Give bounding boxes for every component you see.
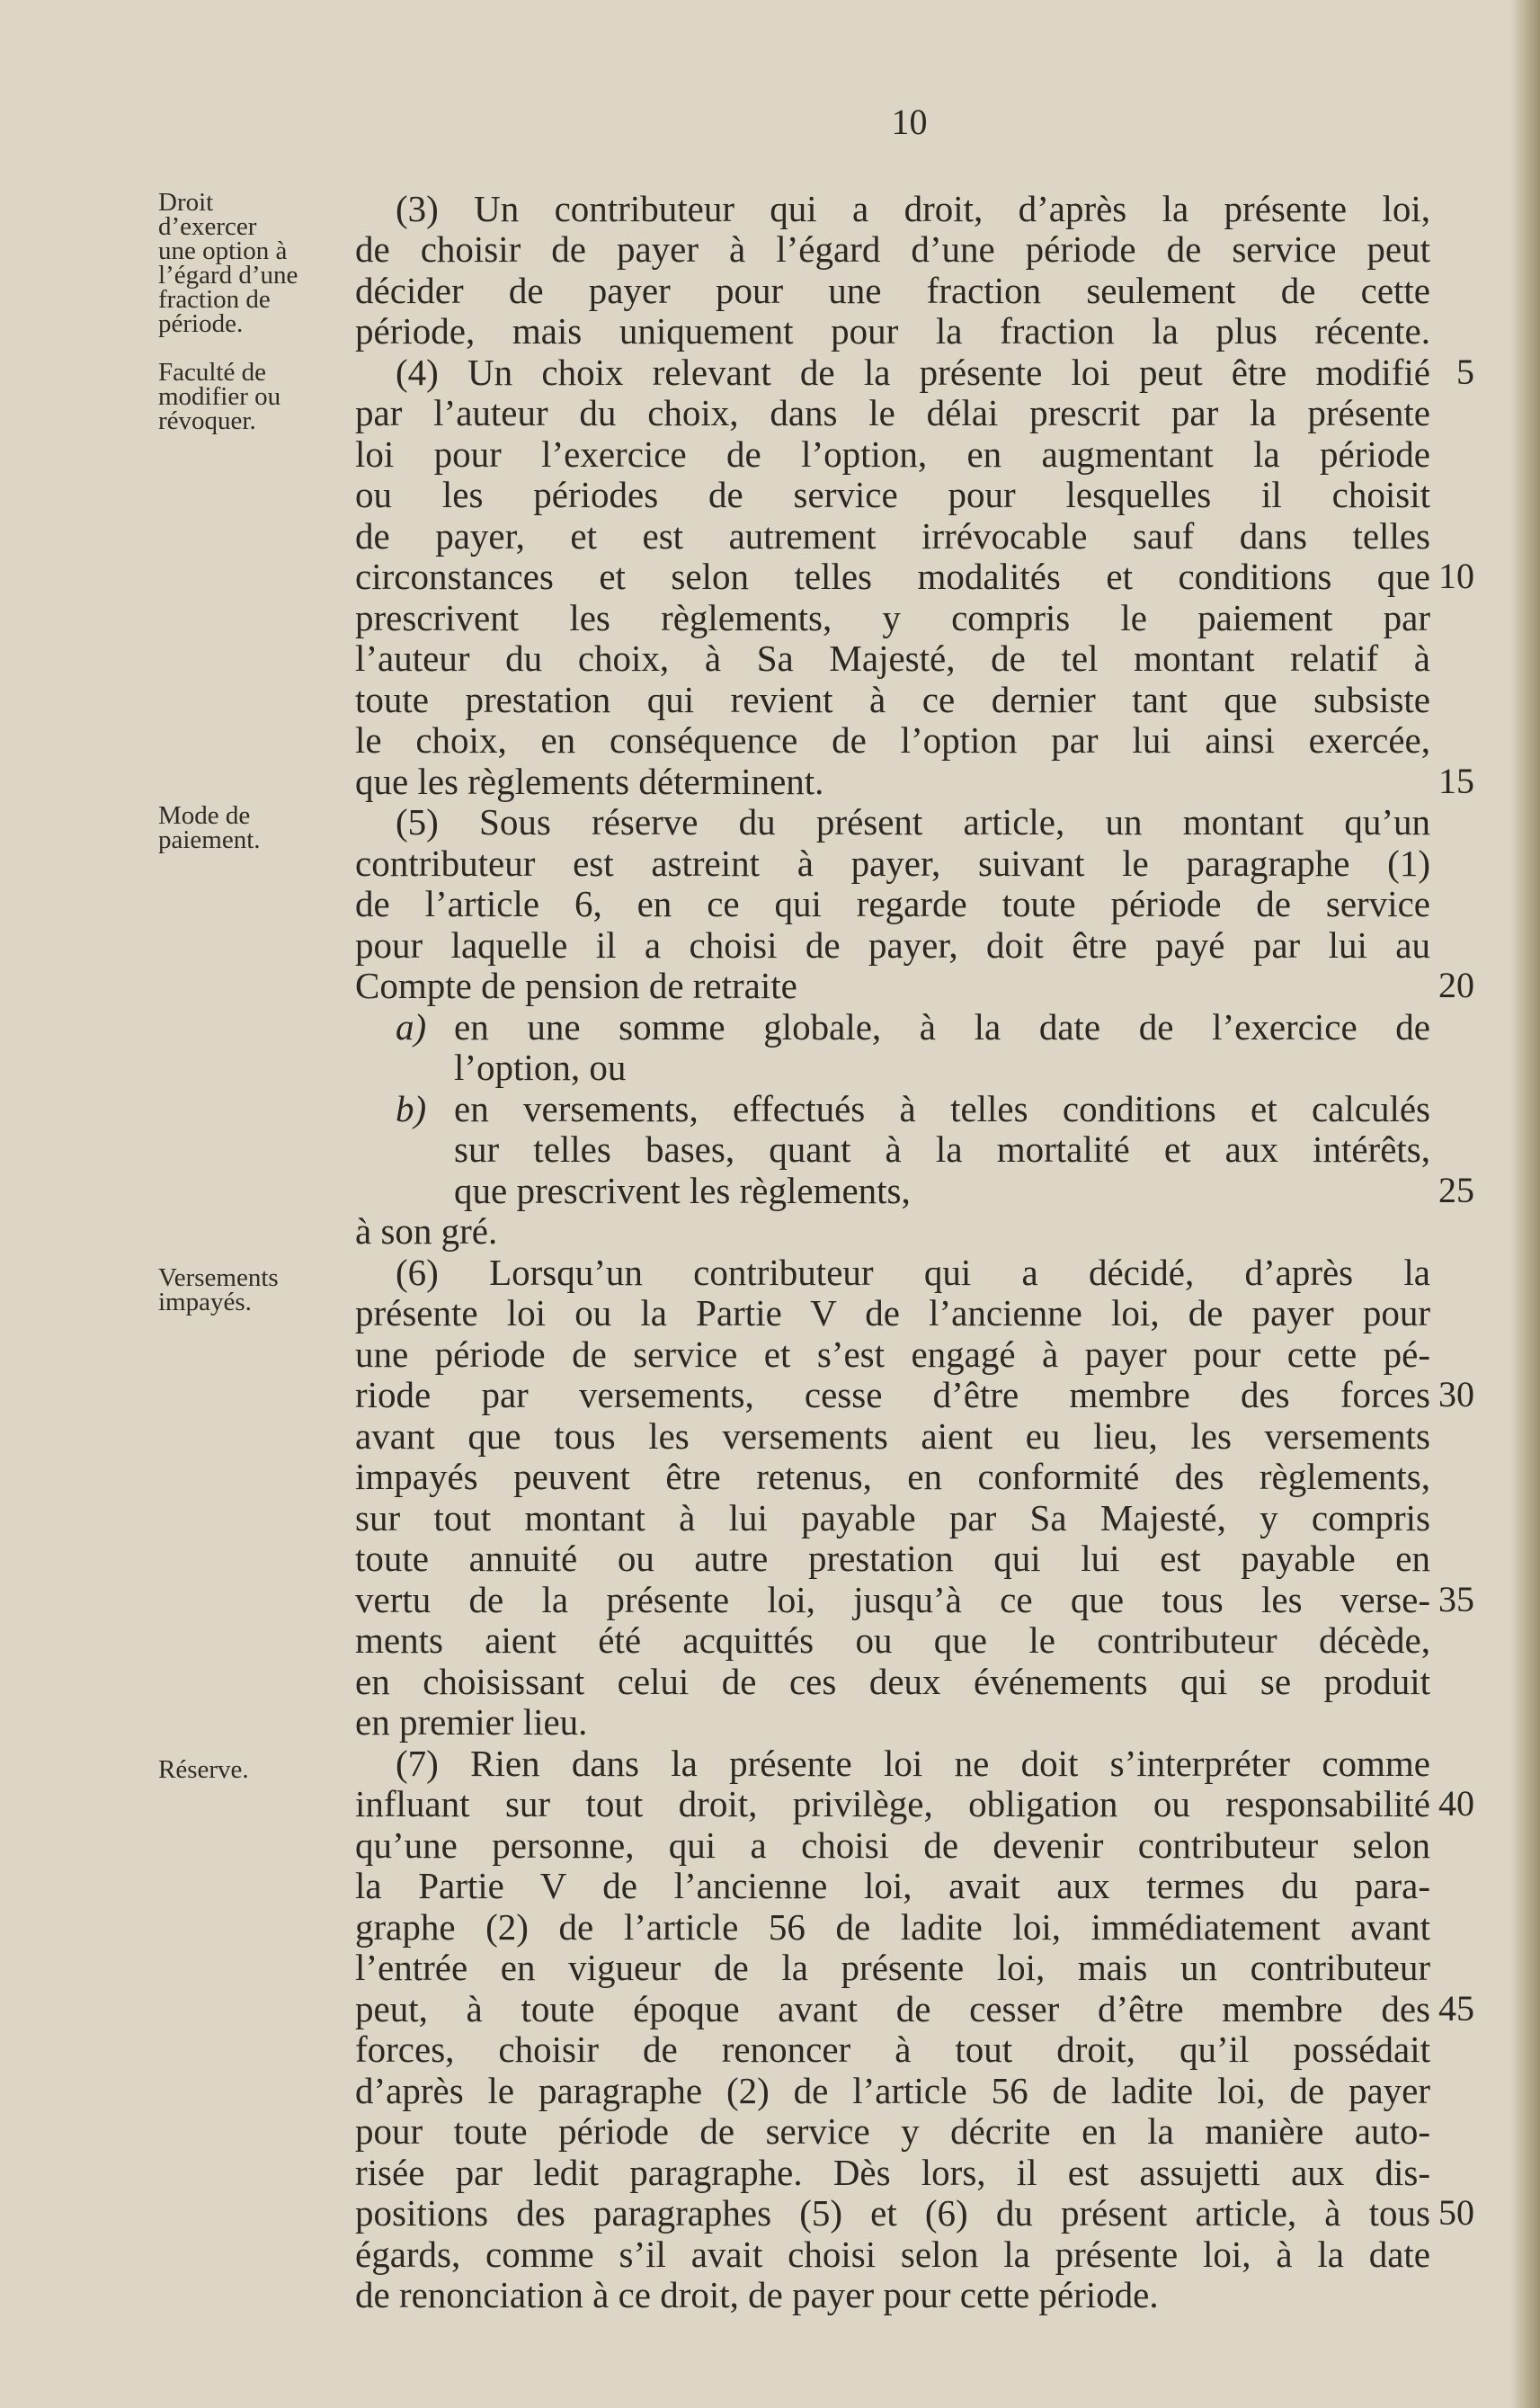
margin-note-versements <box>158 1263 358 1316</box>
margin-note-reserve <box>158 1755 358 1784</box>
margin-note-line: une option à <box>158 236 288 265</box>
margin-note-line: impayés. <box>158 1288 252 1316</box>
margin-note-line: paiement. <box>158 825 261 854</box>
enumerator-a: a) <box>396 1006 427 1048</box>
body-line: (4) Un choix relevant de la présente loi peut être modifié <box>396 352 1430 393</box>
body-line: présente loi ou la Partie V de l’ancienne loi, de payer pour <box>355 1292 1430 1333</box>
line-number: 5 <box>1456 352 1474 392</box>
body-line: toute annuité ou autre prestation qui lui est payable en <box>355 1538 1430 1579</box>
margin-note-line: Versements <box>158 1263 279 1292</box>
margin-note-line: d’exercer <box>158 212 257 241</box>
body-line: peut, à toute époque avant de cesser d’être membre des <box>355 1988 1430 2029</box>
body-line: avant que tous les versements aient eu lieu, les versements <box>355 1415 1430 1457</box>
margin-note-line: Réserve. <box>158 1755 249 1784</box>
body-line: ou les périodes de service pour lesquelles il choisit <box>355 474 1430 515</box>
body-line: Compte de pension de retraite <box>355 965 797 1006</box>
body-line: toute prestation qui revient à ce dernier tant que subsiste <box>355 679 1430 720</box>
body-line: à son gré. <box>355 1210 498 1252</box>
item-b-text: en versements, effectués à telles conditions et calculés <box>454 1088 1430 1129</box>
body-line: impayés peuvent être retenus, en conformité des règlements, <box>355 1456 1430 1497</box>
body-line: forces, choisir de renoncer à tout droit, qu’il possédait <box>355 2029 1430 2070</box>
body-line: (7) Rien dans la présente loi ne doit s’interpréter comme <box>396 1743 1430 1784</box>
line-number: 40 <box>1438 1783 1474 1824</box>
body-line: risée par ledit paragraphe. Dès lors, il est assujetti aux dis- <box>355 2152 1430 2193</box>
margin-note-droit <box>158 188 358 338</box>
body-line: circonstances et selon telles modalités et conditions que <box>355 556 1430 597</box>
body-line: que prescrivent les règlements, <box>454 1170 911 1211</box>
body-line: pour toute période de service y décrite en la manière auto- <box>355 2110 1430 2152</box>
margin-note-line: Faculté de <box>158 358 266 387</box>
margin-note-line: révoquer. <box>158 406 256 435</box>
body-line: en choisissant celui de ces deux événements qui se produit <box>355 1661 1430 1702</box>
line-number: 20 <box>1438 965 1474 1005</box>
body-line-item-a <box>355 1006 1430 1048</box>
margin-note-line: fraction de <box>158 285 271 314</box>
body-line: de renonciation à ce droit, de payer pour cette période. <box>355 2274 1159 2315</box>
body-line: (6) Lorsqu’un contributeur qui a décidé, d’après la <box>396 1252 1430 1293</box>
page-edge <box>1509 0 1540 2408</box>
body-line: sur tout montant à lui payable par Sa Majesté, y compris <box>355 1497 1430 1538</box>
body-line: égards, comme s’il avait choisi selon la présente loi, à la date <box>355 2234 1430 2275</box>
body-line: qu’une personne, qui a choisi de devenir contributeur selon <box>355 1824 1430 1866</box>
body-line: (5) Sous réserve du présent article, un montant qu’un <box>396 801 1430 843</box>
margin-note-line: Mode de <box>158 801 251 830</box>
body-line: ments aient été acquittés ou que le contributeur décède, <box>355 1619 1430 1661</box>
line-number: 35 <box>1438 1579 1474 1619</box>
line-number: 30 <box>1438 1374 1474 1414</box>
body-line: une période de service et s’est engagé à payer pour cette pé- <box>355 1333 1430 1375</box>
body-line: l’auteur du choix, à Sa Majesté, de tel montant relatif à <box>355 638 1430 679</box>
body-line: l’option, ou <box>454 1047 627 1088</box>
body-line: l’entrée en vigueur de la présente loi, mais un contributeur <box>355 1947 1430 1988</box>
body-line: (3) Un contributeur qui a droit, d’après la présente loi, <box>396 188 1430 229</box>
margin-note-line: modifier ou <box>158 382 281 411</box>
body-line: d’après le paragraphe (2) de l’article 56 de ladite loi, de payer <box>355 2070 1430 2111</box>
body-line: en premier lieu. <box>355 1701 588 1743</box>
body-line: graphe (2) de l’article 56 de ladite loi, immédiatement avant <box>355 1906 1430 1948</box>
body-line: par l’auteur du choix, dans le délai prescrit par la présente <box>355 392 1430 433</box>
body-line-item-b <box>355 1088 1430 1129</box>
line-number: 50 <box>1438 2192 1474 2233</box>
body-line: de choisir de payer à l’égard d’une période de service peut <box>355 228 1430 270</box>
margin-note-mode <box>158 801 358 854</box>
body-line: période, mais uniquement pour la fraction la plus récente. <box>355 310 1430 352</box>
body-line: de payer, et est autrement irrévocable sauf dans telles <box>355 515 1430 557</box>
body-line: la Partie V de l’ancienne loi, avait aux termes du para- <box>355 1865 1430 1906</box>
body-line: sur telles bases, quant à la mortalité et aux intérêts, <box>454 1128 1430 1170</box>
line-number: 45 <box>1438 1988 1474 2029</box>
body-line: de l’article 6, en ce qui regarde toute période de service <box>355 883 1430 924</box>
item-a-text: en une somme globale, à la date de l’exercice de <box>454 1006 1430 1048</box>
line-number: 25 <box>1438 1170 1474 1210</box>
body-line: décider de payer pour une fraction seulement de cette <box>355 270 1430 311</box>
margin-note-line: l’égard d’une <box>158 261 298 290</box>
line-number: 10 <box>1438 556 1474 596</box>
line-number: 15 <box>1438 761 1474 801</box>
body-line: pour laquelle il a choisi de payer, doit être payé par lui au <box>355 924 1430 966</box>
margin-note-line: période. <box>158 309 244 338</box>
body-line: contributeur est astreint à payer, suivant le paragraphe (1) <box>355 843 1430 884</box>
body-line: influant sur tout droit, privilège, obligation ou responsabilité <box>355 1783 1430 1824</box>
body-line: riode par versements, cesse d’être membre des forces <box>355 1374 1430 1415</box>
body-line: que les règlements déterminent. <box>355 761 824 802</box>
margin-note-line: Droit <box>158 188 214 217</box>
body-line: prescrivent les règlements, y compris le paiement par <box>355 597 1430 638</box>
body-line: positions des paragraphes (5) et (6) du présent article, à tous <box>355 2192 1430 2234</box>
margin-note-faculte <box>158 358 358 435</box>
body-line: loi pour l’exercice de l’option, en augmentant la période <box>355 433 1430 475</box>
page-number: 10 <box>891 102 928 142</box>
enumerator-b: b) <box>396 1088 427 1129</box>
body-line: le choix, en conséquence de l’option par lui ainsi exercée, <box>355 719 1430 761</box>
body-line: vertu de la présente loi, jusqu’à ce que tous les verse- <box>355 1579 1430 1620</box>
